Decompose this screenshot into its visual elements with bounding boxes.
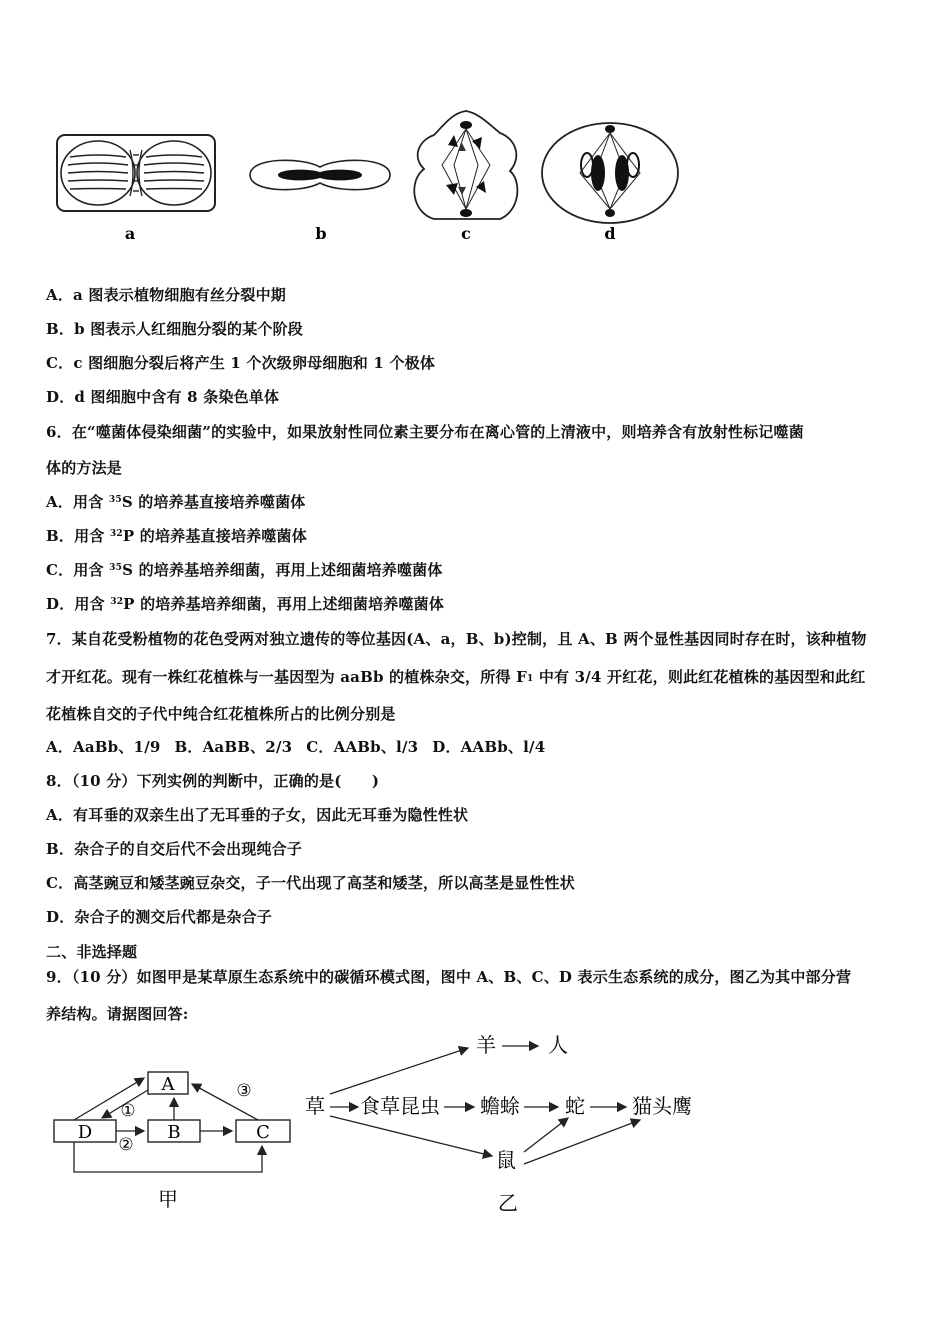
q6-option-d: D．用含 $^{32}$P 的培养基培养细菌，再用上述细菌培养噬菌体 [46,595,445,613]
node-owl: 猫头鹰 [632,1094,692,1118]
q7-line1: 7．某自花受粉植物的花色受两对独立遗传的等位基因(A、a，B、b)控制，且 A、B 两个显性基因同时存在时，该种植物 [46,630,867,648]
q5-option-c: C．c 图细胞分裂后将产生 1 个次级卵母细胞和 1 个极体 [46,354,436,372]
q7-options [46,737,545,757]
q8-option-b: B．杂合子的自交后代不会出现纯合子 [46,840,303,858]
figure-jia-caption: 甲 [158,1187,178,1211]
node-human: 人 [548,1033,568,1057]
figure-yi-caption: 乙 [498,1191,518,1215]
cell-b-label: b [315,224,327,243]
cell-d-diagram [542,123,678,223]
q5-option-a: A．a 图表示植物细胞有丝分裂中期 [46,286,286,304]
q9-line2: 养结构。请据图回答: [46,1005,189,1023]
cell-a-label: a [124,224,136,243]
q8-option-c: C．高茎豌豆和矮茎豌豆杂交，子一代出现了高茎和矮茎，所以高茎是显性性状 [46,874,575,892]
box-d-label: D [77,1122,93,1143]
box-a-label: A [161,1074,175,1095]
q6-option-c: C．用含 $^{35}$S 的培养基培养细菌，再用上述细菌培养噬菌体 [46,561,443,579]
q6-option-a: A．用含 $^{35}$S 的培养基直接培养噬菌体 [46,493,306,511]
cell-c-label: c [461,224,471,243]
arrow-mark-1: ① [120,1101,136,1121]
q7-option-c: C．AABb、l/3 [306,738,419,756]
q8-stem: 8．（10 分）下列实例的判断中，正确的是( ) [46,772,380,790]
node-grass: 草 [305,1094,325,1118]
carbon-cycle-figure [40,1060,310,1220]
food-web-figure [300,1030,710,1220]
q7-option-a: A．AaBb、1/9 [46,738,161,756]
q6-option-b: B．用含 $^{32}$P 的培养基直接培养噬菌体 [46,527,307,545]
node-snake: 蛇 [565,1094,585,1118]
q5-option-b: B．b 图表示人红细胞分裂的某个阶段 [46,320,303,338]
cell-c-diagram [414,111,517,219]
q5-option-d: D．d 图细胞中含有 8 条染色单体 [46,388,280,406]
cell-division-figure [40,95,690,255]
q7-option-d: D．AABb、l/4 [432,738,546,756]
cell-a-diagram [57,135,215,211]
node-sheep: 羊 [476,1033,496,1057]
node-mouse: 鼠 [496,1148,516,1172]
node-toad: 蟾蜍 [480,1094,520,1118]
box-c-label: C [256,1122,270,1143]
q8-option-d: D．杂合子的测交后代都是杂合子 [46,908,273,926]
arrow-mark-2: ② [118,1135,134,1155]
cell-b-diagram [250,160,390,189]
arrow-mark-3: ③ [236,1081,252,1101]
q8-option-a: A．有耳垂的双亲生出了无耳垂的子女，因此无耳垂为隐性性状 [46,806,469,824]
box-b-label: B [167,1122,181,1143]
q7-option-b: B．AaBB、2/3 [174,738,293,756]
q9-line1: 9．（10 分）如图甲是某草原生态系统中的碳循环模式图，图中 A、B、C、D 表示生态系统的成分，图乙为其中部分营 [46,968,852,986]
q7-line2: 才开红花。现有一株红花植株与一基因型为 aaBb 的植株杂交，所得 F1 中有 3/4 开红花，则此红花植株的基因型和此红 [46,668,866,686]
q6-stem-line1: 6．在“噬菌体侵染细菌”的实验中，如果放射性同位素主要分布在离心管的上清液中，则培养含有放射性标记噬菌 [46,423,804,441]
section-heading: 二、非选择题 [46,943,138,961]
q7-line3: 花植株自交的子代中纯合红花植株所占的比例分别是 [46,705,396,723]
cell-d-label: d [604,224,616,243]
q6-stem-line2: 体的方法是 [46,459,123,477]
node-insect: 食草昆虫 [360,1094,440,1118]
